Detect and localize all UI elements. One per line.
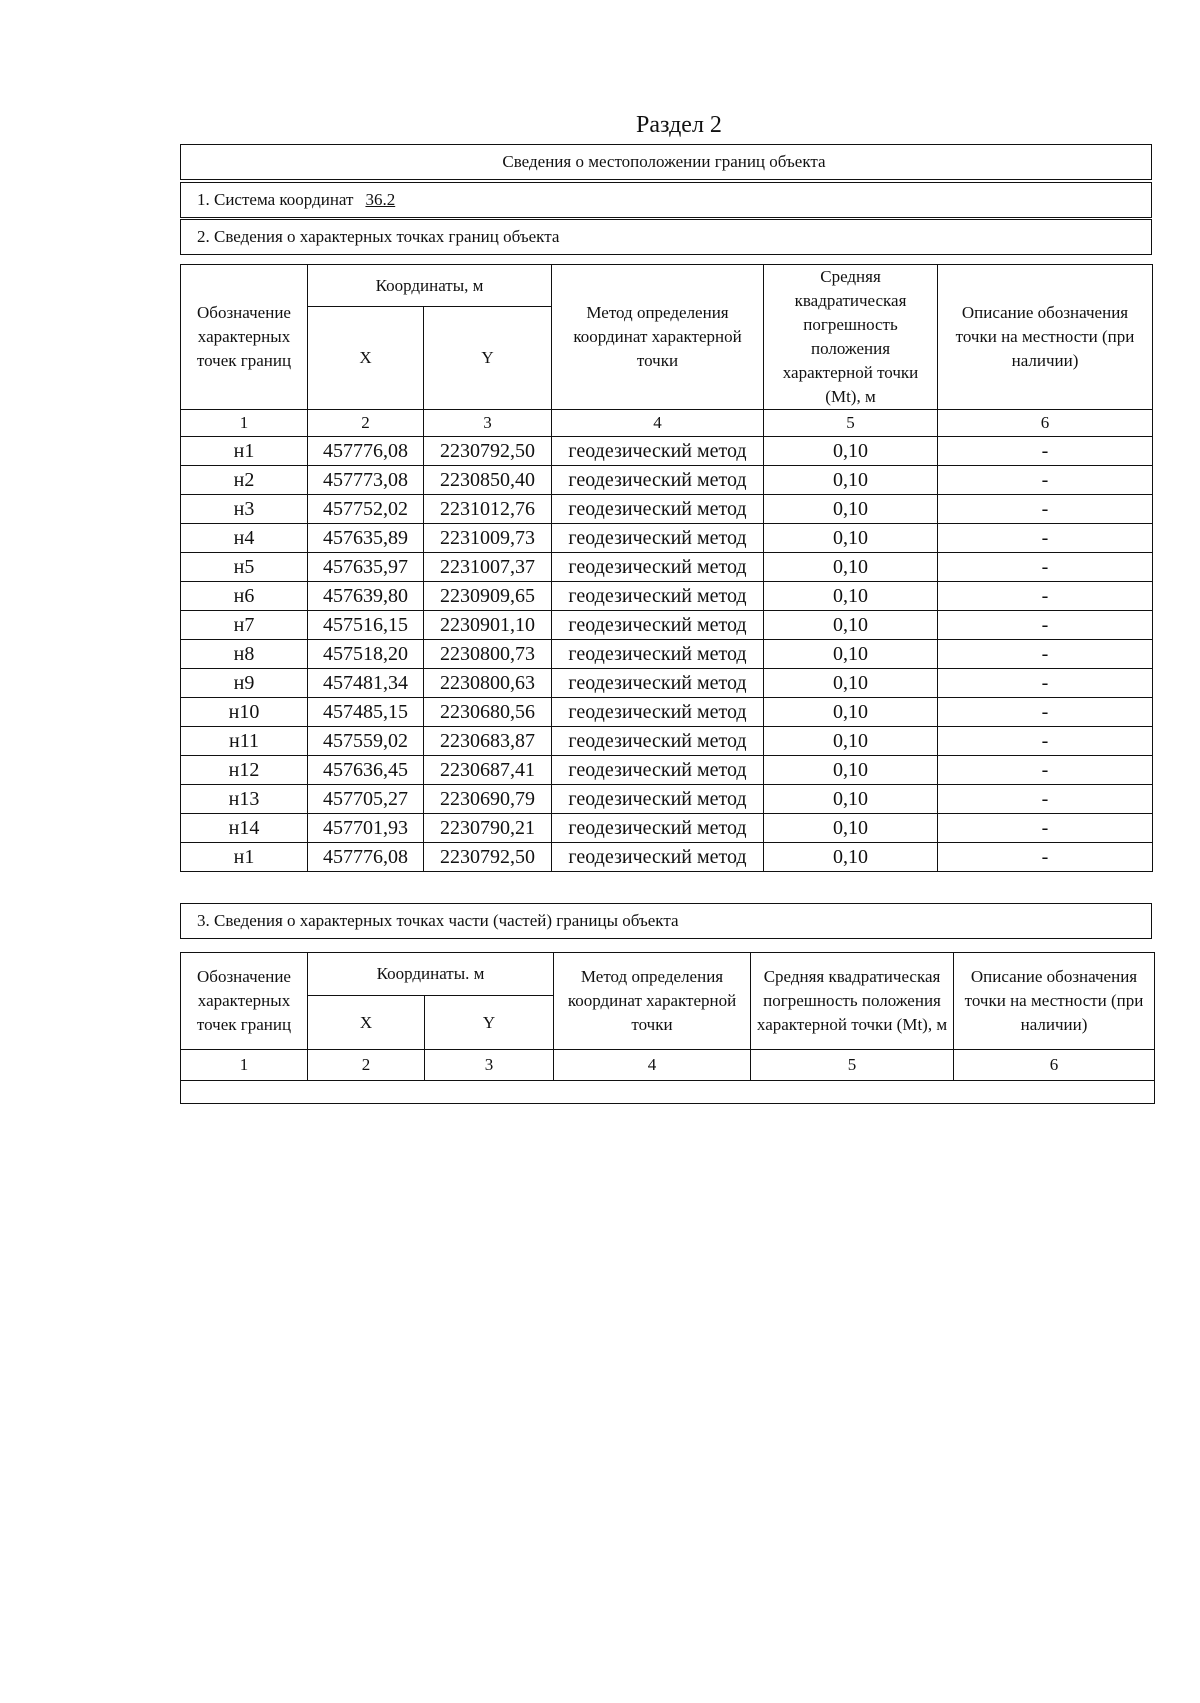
- description-cell: -: [938, 437, 1153, 466]
- x-cell: 457635,89: [308, 524, 424, 553]
- table-row: [181, 524, 1153, 553]
- y-cell: 2230909,65: [424, 582, 552, 611]
- method-cell: геодезический метод: [552, 698, 764, 727]
- error-cell: 0,10: [764, 756, 938, 785]
- point-cell: н6: [181, 582, 308, 611]
- method-cell: геодезический метод: [552, 640, 764, 669]
- method-cell: геодезический метод: [552, 669, 764, 698]
- error-cell: 0,10: [764, 582, 938, 611]
- description-cell: -: [938, 698, 1153, 727]
- parts-empty-row: [181, 1081, 1155, 1104]
- parts-header-designation: Обозначение характерных точек границ: [181, 953, 308, 1050]
- error-cell: 0,10: [764, 843, 938, 872]
- point-cell: н13: [181, 785, 308, 814]
- error-cell: 0,10: [764, 611, 938, 640]
- description-cell: -: [938, 524, 1153, 553]
- y-cell: 2230790,21: [424, 814, 552, 843]
- points-header: 2. Сведения о характерных точках границ объекта: [181, 220, 1152, 255]
- parts-header-description: Описание обозначения точки на местности (при наличии): [954, 953, 1155, 1050]
- x-cell: 457635,97: [308, 553, 424, 582]
- parts-header-method: Метод определения координат характерной точки: [554, 953, 751, 1050]
- method-cell: геодезический метод: [552, 611, 764, 640]
- point-cell: н5: [181, 553, 308, 582]
- y-cell: 2231009,73: [424, 524, 552, 553]
- column-number: 1: [181, 410, 308, 437]
- y-cell: 2230901,10: [424, 611, 552, 640]
- x-cell: 457485,15: [308, 698, 424, 727]
- table-row: [181, 814, 1153, 843]
- parts-header-x: X: [308, 996, 425, 1050]
- table-row: [181, 727, 1153, 756]
- table-row: [181, 843, 1153, 872]
- x-cell: 457518,20: [308, 640, 424, 669]
- y-cell: 2230792,50: [424, 437, 552, 466]
- y-cell: 2231012,76: [424, 495, 552, 524]
- x-cell: 457773,08: [308, 466, 424, 495]
- header-x: X: [308, 307, 424, 410]
- point-cell: н1: [181, 843, 308, 872]
- y-cell: 2230800,63: [424, 669, 552, 698]
- parts-column-number: 6: [954, 1050, 1155, 1081]
- parts-header-error: Средняя квадратическая погрешность положения характерной точки (Mt), м: [751, 953, 954, 1050]
- method-cell: геодезический метод: [552, 553, 764, 582]
- column-number: 6: [938, 410, 1153, 437]
- header-y: Y: [424, 307, 552, 410]
- method-cell: геодезический метод: [552, 843, 764, 872]
- table-row: [181, 698, 1153, 727]
- table-row: [181, 756, 1153, 785]
- parts-table: [180, 952, 1155, 1104]
- y-cell: 2230680,56: [424, 698, 552, 727]
- point-cell: н4: [181, 524, 308, 553]
- column-numbers-row: [181, 410, 1153, 437]
- parts-header: 3. Сведения о характерных точках части (частей) границы объекта: [181, 904, 1152, 939]
- y-cell: 2230687,41: [424, 756, 552, 785]
- description-cell: -: [938, 611, 1153, 640]
- y-cell: 2230800,73: [424, 640, 552, 669]
- error-cell: 0,10: [764, 466, 938, 495]
- parts-column-numbers-row: [181, 1050, 1155, 1081]
- point-cell: н11: [181, 727, 308, 756]
- error-cell: 0,10: [764, 437, 938, 466]
- method-cell: геодезический метод: [552, 437, 764, 466]
- error-cell: 0,10: [764, 727, 938, 756]
- section-title: Раздел 2: [636, 112, 722, 138]
- table-row: [181, 437, 1153, 466]
- parts-column-number: 5: [751, 1050, 954, 1081]
- error-cell: 0,10: [764, 495, 938, 524]
- point-cell: н8: [181, 640, 308, 669]
- x-cell: 457639,80: [308, 582, 424, 611]
- coord-system-row: [181, 183, 1152, 218]
- x-cell: 457701,93: [308, 814, 424, 843]
- description-cell: -: [938, 843, 1153, 872]
- error-cell: 0,10: [764, 698, 938, 727]
- table-row: [181, 669, 1153, 698]
- method-cell: геодезический метод: [552, 466, 764, 495]
- method-cell: геодезический метод: [552, 785, 764, 814]
- error-cell: 0,10: [764, 785, 938, 814]
- column-number: 5: [764, 410, 938, 437]
- error-cell: 0,10: [764, 640, 938, 669]
- point-cell: н12: [181, 756, 308, 785]
- y-cell: 2230850,40: [424, 466, 552, 495]
- x-cell: 457776,08: [308, 437, 424, 466]
- method-cell: геодезический метод: [552, 582, 764, 611]
- header-designation: Обозначение характерных точек границ: [181, 265, 308, 410]
- header-method: Метод определения координат характерной точки: [552, 265, 764, 410]
- location-header: Сведения о местоположении границ объекта: [181, 145, 1152, 180]
- table-row: [181, 640, 1153, 669]
- description-cell: -: [938, 814, 1153, 843]
- parts-header-table: [180, 903, 1152, 939]
- description-cell: -: [938, 582, 1153, 611]
- x-cell: 457559,02: [308, 727, 424, 756]
- column-number: 2: [308, 410, 424, 437]
- parts-column-number: 3: [425, 1050, 554, 1081]
- point-cell: н3: [181, 495, 308, 524]
- description-cell: -: [938, 553, 1153, 582]
- x-cell: 457752,02: [308, 495, 424, 524]
- coord-system-label: 1. Система координат: [197, 190, 354, 209]
- table-row: [181, 553, 1153, 582]
- method-cell: геодезический метод: [552, 814, 764, 843]
- method-cell: геодезический метод: [552, 495, 764, 524]
- description-cell: -: [938, 669, 1153, 698]
- point-cell: н14: [181, 814, 308, 843]
- x-cell: 457636,45: [308, 756, 424, 785]
- error-cell: 0,10: [764, 814, 938, 843]
- table-row: [181, 466, 1153, 495]
- location-header-table: [180, 144, 1152, 180]
- point-cell: н7: [181, 611, 308, 640]
- column-number: 3: [424, 410, 552, 437]
- point-cell: н1: [181, 437, 308, 466]
- parts-column-number: 1: [181, 1050, 308, 1081]
- method-cell: геодезический метод: [552, 524, 764, 553]
- description-cell: -: [938, 785, 1153, 814]
- point-cell: н9: [181, 669, 308, 698]
- parts-header-coords: Координаты. м: [308, 953, 554, 996]
- y-cell: 2230792,50: [424, 843, 552, 872]
- points-table: [180, 264, 1153, 872]
- points-header-table: [180, 219, 1152, 255]
- column-number: 4: [552, 410, 764, 437]
- method-cell: геодезический метод: [552, 727, 764, 756]
- x-cell: 457516,15: [308, 611, 424, 640]
- description-cell: -: [938, 640, 1153, 669]
- coord-system-value: 36.2: [365, 190, 396, 209]
- header-description: Описание обозначения точки на местности (при наличии): [938, 265, 1153, 410]
- x-cell: 457776,08: [308, 843, 424, 872]
- table-row: [181, 785, 1153, 814]
- description-cell: -: [938, 495, 1153, 524]
- error-cell: 0,10: [764, 553, 938, 582]
- error-cell: 0,10: [764, 524, 938, 553]
- y-cell: 2230683,87: [424, 727, 552, 756]
- description-cell: -: [938, 727, 1153, 756]
- y-cell: 2230690,79: [424, 785, 552, 814]
- method-cell: геодезический метод: [552, 756, 764, 785]
- header-coords: Координаты, м: [308, 265, 552, 307]
- y-cell: 2231007,37: [424, 553, 552, 582]
- parts-header-y: Y: [425, 996, 554, 1050]
- table-row: [181, 582, 1153, 611]
- parts-column-number: 2: [308, 1050, 425, 1081]
- table-row: [181, 611, 1153, 640]
- description-cell: -: [938, 466, 1153, 495]
- point-cell: н2: [181, 466, 308, 495]
- x-cell: 457481,34: [308, 669, 424, 698]
- error-cell: 0,10: [764, 669, 938, 698]
- parts-empty-cell: [181, 1081, 1155, 1104]
- x-cell: 457705,27: [308, 785, 424, 814]
- header-error: Средняя квадратическая погрешность положения характерной точки (Mt), м: [764, 265, 938, 410]
- table-row: [181, 495, 1153, 524]
- coord-system-table: [180, 182, 1152, 218]
- parts-column-number: 4: [554, 1050, 751, 1081]
- point-cell: н10: [181, 698, 308, 727]
- description-cell: -: [938, 756, 1153, 785]
